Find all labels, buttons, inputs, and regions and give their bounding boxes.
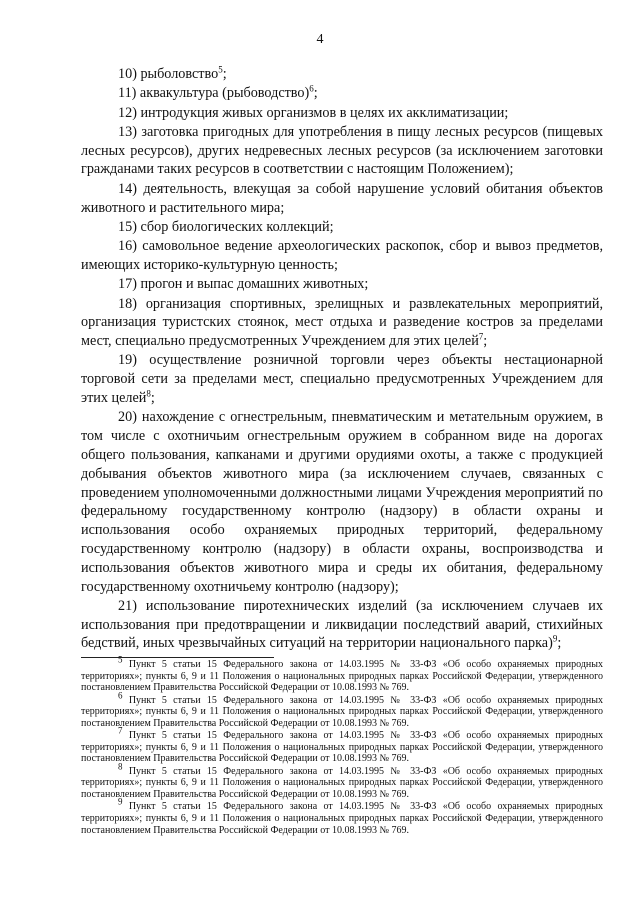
list-item: 21) использование пиротехнических изделий (за исключением случаев их использования при предотвращении и ликвидации последствий аварий, стихийных бедствий, иных чрезвычайных ситуаций на территории национального парка)$^9$; (81, 597, 603, 652)
footnote-ref: 9 (552, 633, 558, 644)
list-item: 16) самовольное ведение археологических раскопок, сбор и вывоз предметов, имеющих историко-культурную ценность; (81, 238, 603, 273)
footnote-ref: 5 (218, 64, 223, 75)
list-item: 11) аквакультура (рыбоводство)$^6$; (118, 83, 318, 102)
footnote: $^9$ Пункт 5 статьи 15 Федерального закона от 14.03.1995 № 33-ФЗ «Об особо охраняемых природных территориях»; пункты 6, 9 и 11 Положения о национальных природных парках Российской Федерации, утвержденного постановлением Правительства Российской Федерации от 10.08.1993 № 769. (81, 796, 603, 836)
footnote: $^7$ Пункт 5 статьи 15 Федерального закона от 14.03.1995 № 33-ФЗ «Об особо охраняемых природных территориях»; пункты 6, 9 и 11 Положения о национальных природных парках Российской Федерации, утвержденного постановлением Правительства Российской Федерации от 10.08.1993 № 769. (81, 725, 603, 765)
page-number: 4 (316, 32, 324, 47)
list-item: 13) заготовка пригодных для употребления в пищу лесных ресурсов (пищевых лесных ресурсов), других недревесных лесных ресурсов (за исключением заготовки гражданами таких ресурсов в соответствии с настоящим Положением); (81, 123, 603, 178)
footnote-ref: 7 (478, 331, 484, 342)
footnote: $^8$ Пункт 5 статьи 15 Федерального закона от 14.03.1995 № 33-ФЗ «Об особо охраняемых природных территориях»; пункты 6, 9 и 11 Положения о национальных природных парках Российской Федерации, утвержденного постановлением Правительства Российской Федерации от 10.08.1993 № 769. (81, 761, 603, 800)
document-body (81, 65, 603, 654)
footnote: $^5$ Пункт 5 статьи 15 Федерального закона от 14.03.1995 № 33-ФЗ «Об особо охраняемых природных территориях»; пункты 6, 9 и 11 Положения о национальных природных парках Российской Федерации, утвержденного постановлением Правительства Российской Федерации от 10.08.1993 № 769. (81, 654, 603, 694)
footnote-ref: 6 (309, 83, 314, 94)
list-item: 12) интродукция живых организмов в целях их акклиматизации; (118, 104, 509, 121)
list-item: 10) рыболовство$^5$; (118, 64, 227, 82)
list-item: 14) деятельность, влекущая за собой нарушение условий обитания объектов животного и растительного мира; (81, 180, 603, 216)
list-item: 20) нахождение с огнестрельным, пневматическим и метательным оружием, в том числе с охотничьим огнестрельным оружием в собранном виде на дорогах общего пользования, капканами и другими орудиями охоты, а также с продукцией добывания объектов животного мира (за исключением случаев, связанных с проведением уполномоченными должностными лицами Учреждения мероприятий по федеральному государственному контролю (надзору) в области охраны и использования особо охраняемых природных территорий, федеральному государственному контролю (надзору) в области охраны, воспроизводства и использования объектов животного мира и среды их обитания, федеральному государственному охотничьему контролю (надзору); (81, 409, 603, 595)
footnotes (81, 654, 603, 837)
list-item: 18) организация спортивных, зрелищных и развлекательных мероприятий, организация туристских стоянок, мест отдыха и разведение костров за пределами мест, специально предусмотренных Учреждением для этих целей$^7$; (81, 295, 603, 350)
footnote: $^6$ Пункт 5 статьи 15 Федерального закона от 14.03.1995 № 33-ФЗ «Об особо охраняемых природных территориях»; пункты 6, 9 и 11 Положения о национальных природных парках Российской Федерации, утвержденного постановлением Правительства Российской Федерации от 10.08.1993 № 769. (81, 690, 603, 729)
footnote-divider (81, 657, 274, 658)
list-item: 19) осуществление розничной торговли через объекты нестационарной торговой сети за пределами мест, специально предусмотренных Учреждением для этих целей$^8$; (81, 352, 603, 407)
list-item: 17) прогон и выпас домашних животных; (118, 276, 369, 293)
list-item: 15) сбор биологических коллекций; (118, 218, 334, 235)
footnote-ref: 8 (146, 388, 151, 399)
